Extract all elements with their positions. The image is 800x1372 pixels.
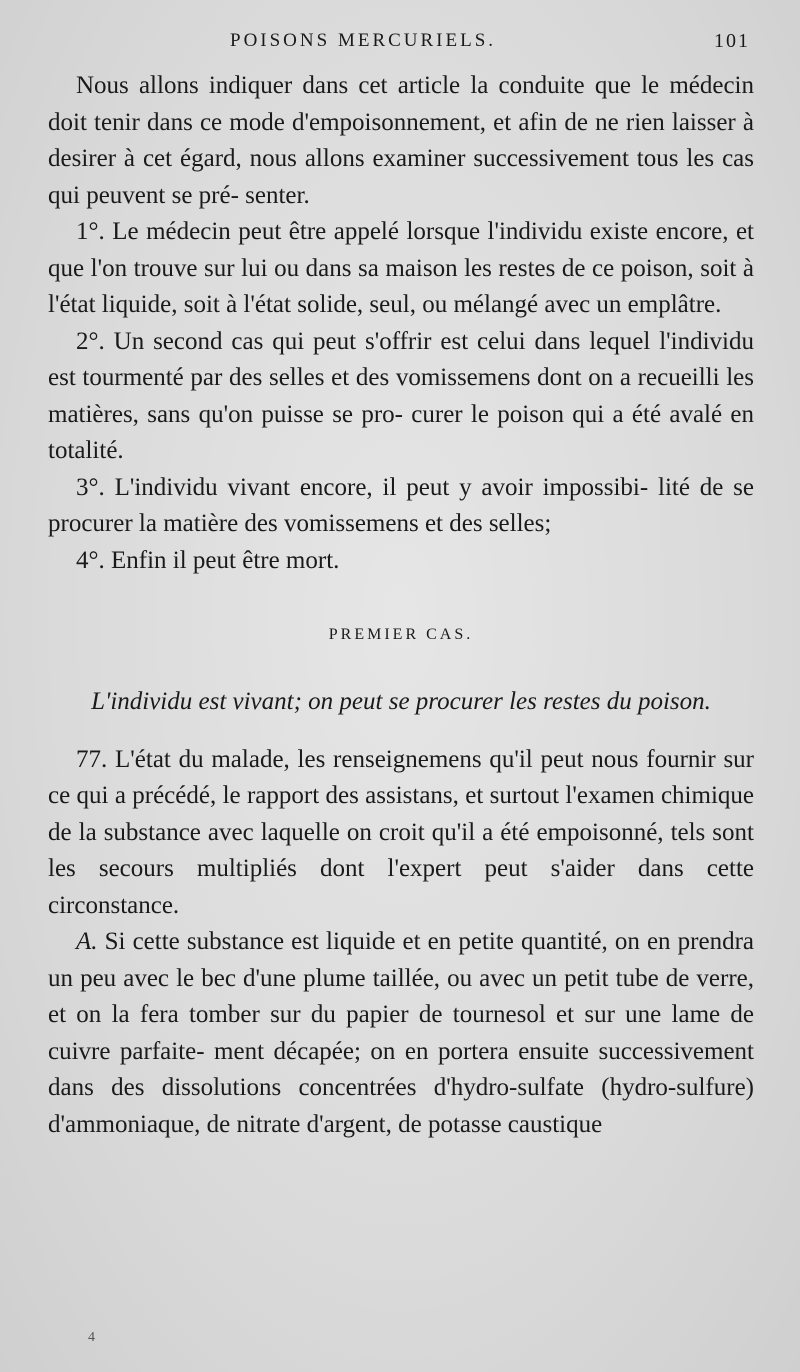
paragraph-intro: Nous allons indiquer dans cet article la conduite que le médecin doit tenir dans ce mode d'empoisonnement, et afin de ne rien laisser à desirer à cet égard, nous allons examiner successivement tous les cas qui peuvent se pré- senter. xyxy=(48,72,754,209)
paragraph-case-2: 2°. Un second cas qui peut s'offrir est celui dans lequel l'individu est tourmenté par des selles et des vomissemens dont on a recueilli les matières, sans qu'on puisse se pro- curer le poison qui a été avalé en totalité. xyxy=(48,327,754,464)
paragraph-case-3: 3°. L'individu vivant encore, il peut y avoir impossibi- lité de se procurer la matière des vomissemens et des selles; xyxy=(48,473,754,537)
section-subtitle: L'individu est vivant; on peut se procurer les restes du poison. xyxy=(91,687,711,715)
paragraph-case-1: 1°. Le médecin peut être appelé lorsque l'individu existe encore, et que l'on trouve sur lui ou dans sa maison les restes de ce poison, soit à l'état liquide, soit à l'état solide, seul, ou mélangé avec un emplâtre. xyxy=(48,218,754,318)
body-text xyxy=(48,68,754,1143)
paragraph-a-text: Si cette substance est liquide et en petite quantité, on en prendra un peu avec le bec d'une plume taillée, ou avec un petit tube de verre, et on la fera tomber sur du papier de tournesol et sur une lame de cuivre parfaite- ment décapée; on en portera ensuite successivement dans des dissolutions concentrées d'hydro-sulfate (hydro-sulfure) d'ammoniaque, de nitrate d'argent, de potasse caustique xyxy=(48,928,754,1138)
page-header xyxy=(48,30,750,64)
page-number: 101 xyxy=(714,30,750,52)
paragraph-case-4: 4°. Enfin il peut être mort. xyxy=(76,546,340,574)
section-heading: PREMIER CAS. xyxy=(328,626,474,643)
running-head: POISONS MERCURIELS. xyxy=(230,30,497,51)
paragraph-a-marker: A. xyxy=(76,928,98,955)
signature-mark: 4 xyxy=(88,1330,95,1345)
paragraph-a xyxy=(48,924,754,1143)
paragraph-77: 77. L'état du malade, les renseignemens qu'il peut nous fournir sur ce qui a précédé, le rapport des assistans, et surtout l'examen chimique de la substance avec laquelle on croit qu'il a été empoisonné, tels sont les secours multipliés dont l'expert peut s'aider dans cette circonstance. xyxy=(48,745,754,919)
